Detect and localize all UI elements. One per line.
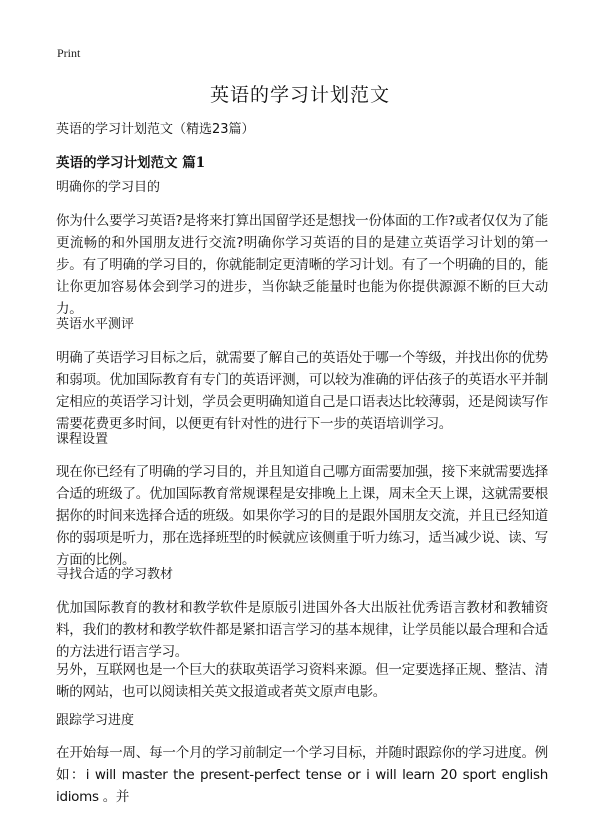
print-link[interactable]: Print	[57, 46, 81, 60]
paragraph-course-setup: 现在你已经有了明确的学习目的，并且知道自己哪方面需要加强，接下来就需要选择合适的班级了。优加国际教育常规课程是安排晚上上课，周末全天上课，这就需要根据你的时间来选择合适的班级。如果你学习的目的是跟外国朋友交流，并且已经知道你的弱项是听力，那在选择班型的时候就应该侧重于听力练习，适当减少说、读、写方面的比例。	[56, 464, 548, 568]
paragraph-internet-resources: 另外，互联网也是一个巨大的获取英语学习资料来源。但一定要选择正规、整洁、清晰的网站，也可以阅读相关英文报道或者英文原声电影。	[56, 662, 548, 700]
document-subtitle: 英语的学习计划范文（精选23篇）	[56, 122, 255, 137]
heading-track-progress: 跟踪学习进度	[56, 713, 135, 728]
heading-course-setup: 课程设置	[56, 432, 109, 447]
paragraph-level-assessment: 明确了英语学习目标之后，就需要了解自己的英语处于哪一个等级，并找出你的优势和弱项。优加国际教育有专门的英语评测，可以较为准确的评估孩子的英语水平并制定相应的英语学习计划，学员会更明确知道自己是口语表达比较薄弱，还是阅读写作需要花费更多时间，以便更有针对性的进行下一步的英语培训学习。	[56, 350, 548, 432]
heading-level-assessment: 英语水平测评	[56, 317, 135, 332]
paragraph-track-progress: 在开始每一周、每一个月的学习前制定一个学习目标，并随时跟踪你的学习进度。例如：i will master the present-perfect tense or i will learn 20 sport english idioms 。并	[56, 745, 548, 805]
document-title: 英语的学习计划范文	[209, 84, 390, 106]
heading-learning-purpose: 明确你的学习目的	[56, 180, 161, 195]
section-heading: 英语的学习计划范文 篇1	[56, 155, 206, 171]
paragraph-find-materials: 优加国际教育的教材和教学软件是原版引进国外各大出版社优秀语言教材和教辅资料，我们的教材和教学软件都是紧扣语言学习的基本规律，让学员能以最合理和合适的方法进行语言学习。	[56, 600, 548, 660]
paragraph-learning-purpose: 你为什么要学习英语?是将来打算出国留学还是想找一份体面的工作?或者仅仅为了能更流畅的和外国朋友进行交流?明确你学习英语的目的是建立英语学习计划的第一步。有了明确的学习目的，你就能制定更清晰的学习计划。有了一个明确的目的，能让你更加容易体会到学习的进步，当你缺乏能量时也能为你提供源源不断的巨大动力。	[56, 213, 548, 317]
heading-find-materials: 寻找合适的学习教材	[56, 567, 174, 582]
